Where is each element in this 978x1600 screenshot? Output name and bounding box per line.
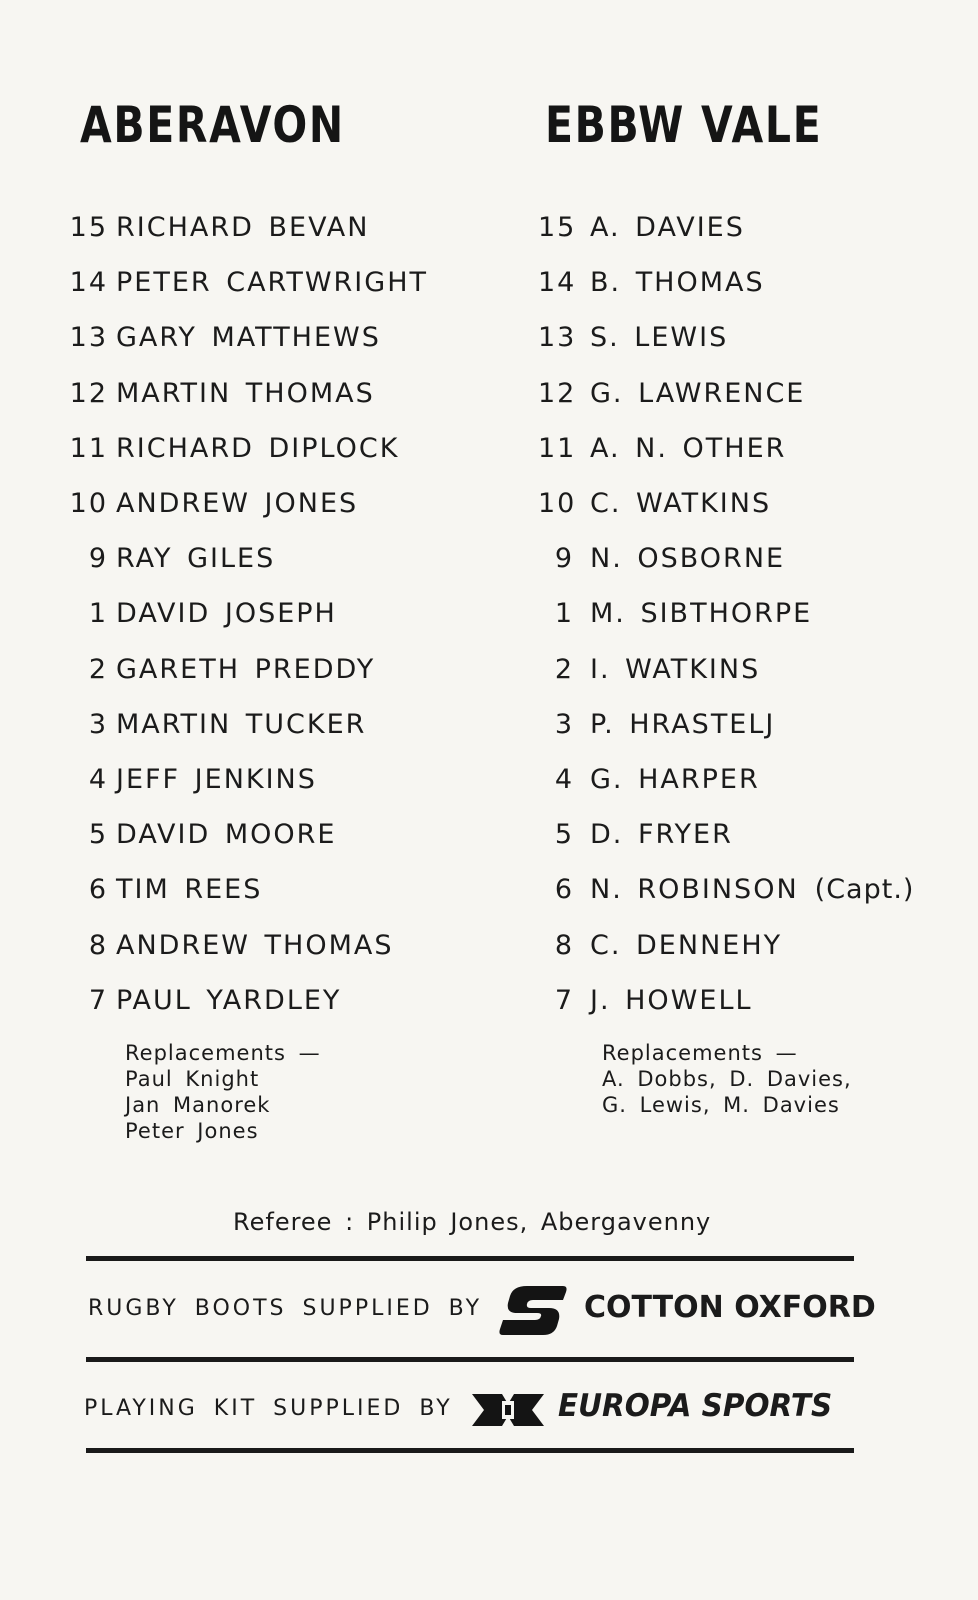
player-number: 14 <box>538 267 577 299</box>
home-player-row <box>64 807 504 862</box>
player-number: 8 <box>554 929 574 961</box>
player-number: 3 <box>554 708 574 740</box>
divider <box>86 1357 854 1362</box>
player-number: 7 <box>88 984 108 1016</box>
divider <box>86 1448 854 1453</box>
player-name: ANDREW THOMAS <box>116 929 394 961</box>
away-player-row <box>538 310 958 365</box>
home-replacements <box>125 1040 321 1144</box>
player-number: 5 <box>88 819 108 851</box>
away-player-row <box>538 476 958 531</box>
player-name: S. LEWIS <box>590 322 729 354</box>
player-name: C. DENNEHY <box>590 929 783 961</box>
player-name: JEFF JENKINS <box>116 763 317 795</box>
player-name: P. HRASTELJ <box>590 708 776 740</box>
home-player-row <box>64 862 504 917</box>
away-player-row <box>538 917 958 972</box>
home-player-row <box>64 973 504 1028</box>
player-name: A. N. OTHER <box>590 432 787 464</box>
player-number: 6 <box>88 874 108 906</box>
home-player-row <box>64 421 504 476</box>
player-name: N. ROBINSON <box>590 874 799 906</box>
away-replacements <box>602 1040 852 1118</box>
player-name: MARTIN THOMAS <box>116 377 375 409</box>
away-player-row <box>538 642 958 697</box>
player-name: M. SIBTHORPE <box>590 598 813 630</box>
player-name: I. WATKINS <box>590 653 761 685</box>
player-name: ANDREW JONES <box>116 488 359 520</box>
home-player-row <box>64 476 504 531</box>
home-player-row <box>64 255 504 310</box>
home-player-row <box>64 200 504 255</box>
player-number: 9 <box>554 543 574 575</box>
away-player-row <box>538 531 958 586</box>
player-number: 5 <box>554 819 574 851</box>
player-name: G. LAWRENCE <box>590 377 806 409</box>
away-player-row <box>538 973 958 1028</box>
player-name: DAVID JOSEPH <box>116 598 337 630</box>
player-number: 12 <box>538 377 577 409</box>
player-number: 1 <box>88 598 108 630</box>
captain-note: (Capt.) <box>814 874 915 906</box>
player-number: 15 <box>538 212 577 244</box>
player-number: 4 <box>88 763 108 795</box>
home-team-title: ABERAVON <box>80 96 345 154</box>
home-player-row <box>64 642 504 697</box>
player-number: 15 <box>69 212 108 244</box>
player-name: N. OSBORNE <box>590 543 786 575</box>
player-number: 13 <box>69 322 108 354</box>
home-player-row <box>64 917 504 972</box>
away-player-row <box>538 366 958 421</box>
player-number: 6 <box>554 874 574 906</box>
player-name: G. HARPER <box>590 763 760 795</box>
europa-sports-brand: EUROPA SPORTS <box>558 1388 833 1424</box>
player-name: B. THOMAS <box>590 267 765 299</box>
player-number: 7 <box>554 984 574 1016</box>
away-player-row <box>538 807 958 862</box>
player-number: 3 <box>88 708 108 740</box>
home-player-row <box>64 752 504 807</box>
away-player-row <box>538 255 958 310</box>
cotton-oxford-brand: COTTON OXFORD <box>584 1290 876 1325</box>
player-name: GARETH PREDDY <box>116 653 376 685</box>
away-player-row <box>538 200 958 255</box>
home-player-row <box>64 586 504 641</box>
player-number: 1 <box>554 598 574 630</box>
player-name: DAVID MOORE <box>116 819 337 851</box>
home-player-row <box>64 697 504 752</box>
player-name: RICHARD BEVAN <box>116 212 370 244</box>
player-number: 2 <box>554 653 574 685</box>
europa-sports-logo-icon <box>472 1392 544 1428</box>
player-name: TIM REES <box>116 874 263 906</box>
away-player-row <box>538 862 958 917</box>
away-team-title: EBBW VALE <box>545 96 823 154</box>
player-name: RAY GILES <box>116 543 276 575</box>
replacement-line: G. Lewis, M. Davies <box>602 1093 840 1117</box>
player-name: C. WATKINS <box>590 488 772 520</box>
player-number: 10 <box>69 488 108 520</box>
player-name: A. DAVIES <box>590 212 745 244</box>
player-number: 11 <box>69 432 108 464</box>
replacement-line: Paul Knight <box>125 1067 260 1091</box>
home-team-roster <box>64 200 504 1028</box>
away-player-row <box>538 752 958 807</box>
away-player-row <box>538 586 958 641</box>
home-player-row <box>64 366 504 421</box>
referee-line: Referee : Philip Jones, Abergavenny <box>233 1208 712 1236</box>
player-number: 12 <box>69 377 108 409</box>
boots-sponsor-text: RUGBY BOOTS SUPPLIED BY <box>88 1296 483 1321</box>
player-name: J. HOWELL <box>590 984 753 1016</box>
player-name: D. FRYER <box>590 819 733 851</box>
away-player-row <box>538 697 958 752</box>
player-number: 2 <box>88 653 108 685</box>
home-player-row <box>64 310 504 365</box>
player-name: MARTIN TUCKER <box>116 708 367 740</box>
replacement-line: Jan Manorek <box>125 1093 271 1117</box>
player-name: GARY MATTHEWS <box>116 322 381 354</box>
player-number: 14 <box>69 267 108 299</box>
player-name: PETER CARTWRIGHT <box>116 267 428 299</box>
player-number: 4 <box>554 763 574 795</box>
player-number: 10 <box>538 488 577 520</box>
replacements-label: Replacements — <box>602 1041 798 1065</box>
away-team-roster <box>538 200 958 1028</box>
home-player-row <box>64 531 504 586</box>
player-number: 13 <box>538 322 577 354</box>
away-player-row <box>538 421 958 476</box>
player-number: 9 <box>88 543 108 575</box>
replacements-label: Replacements — <box>125 1041 321 1065</box>
cotton-oxford-logo-icon <box>497 1282 569 1338</box>
player-number: 8 <box>88 929 108 961</box>
divider <box>86 1256 854 1261</box>
replacement-line: A. Dobbs, D. Davies, <box>602 1067 852 1091</box>
kit-sponsor-text: PLAYING KIT SUPPLIED BY <box>84 1396 453 1421</box>
replacement-line: Peter Jones <box>125 1119 259 1143</box>
player-name: RICHARD DIPLOCK <box>116 432 400 464</box>
player-name: PAUL YARDLEY <box>116 984 342 1016</box>
player-number: 11 <box>538 432 577 464</box>
